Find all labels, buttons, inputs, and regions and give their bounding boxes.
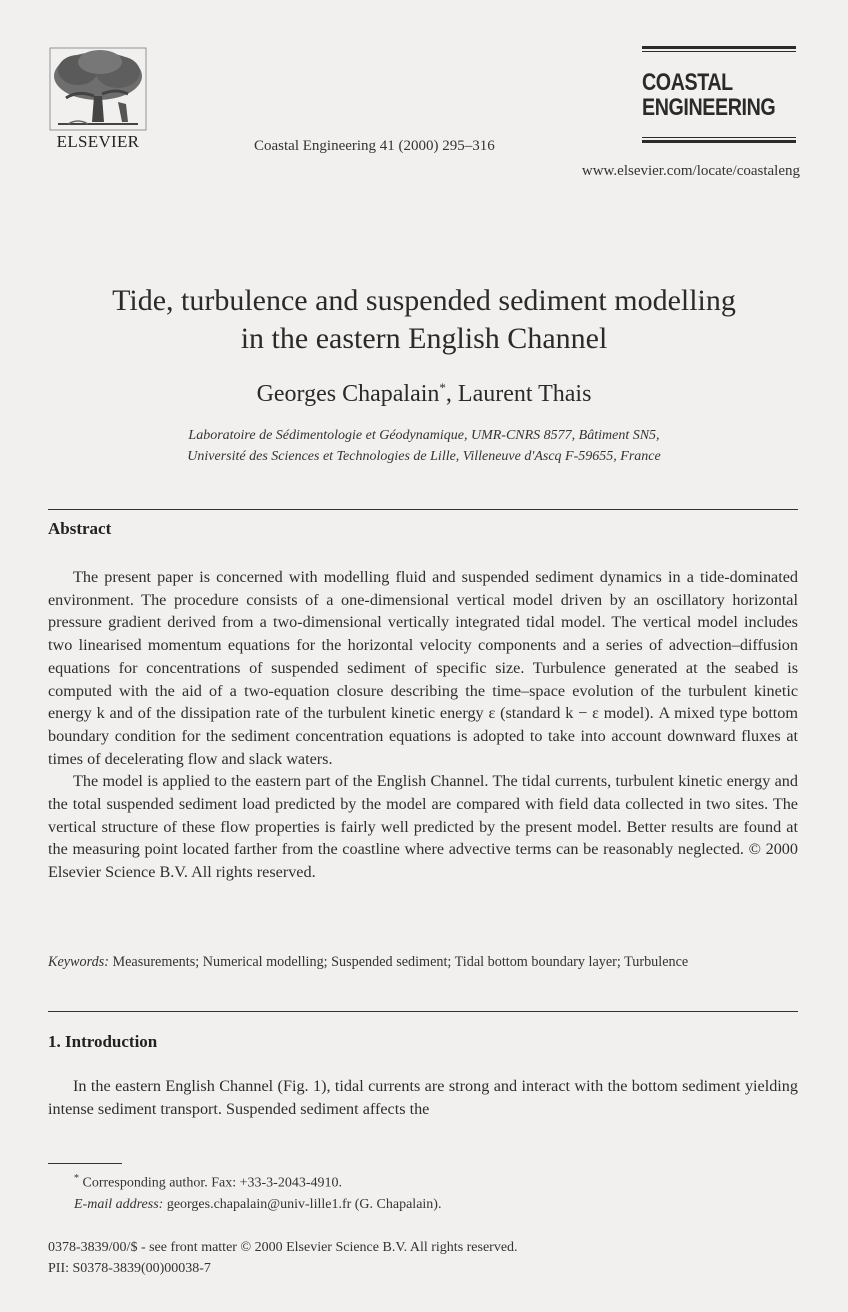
- journal-masthead: [642, 46, 796, 145]
- pii-line: PII: S0378-3839(00)00038-7: [48, 1261, 211, 1276]
- author-name: Laurent Thais: [457, 381, 592, 407]
- author-list: Georges Chapalain*, Laurent Thais: [256, 380, 592, 407]
- abstract-body: [48, 566, 798, 884]
- author-affiliation: Laboratoire de Sédimentologie et Géodynamique, UMR-CNRS 8577, Bâtiment SN5, Université des Sciences et Technologies de Lille, Villeneuve d'Ascq F-59655, France: [187, 428, 661, 464]
- masthead-top-rule: [642, 46, 796, 49]
- footnote-mark: *: [74, 1173, 79, 1184]
- journal-url[interactable]: www.elsevier.com/locate/coastaleng: [581, 163, 800, 179]
- elsevier-tree-logo: [48, 46, 148, 132]
- abstract-paragraph: The present paper is concerned with modelling fluid and suspended sediment dynamics in a tide-dominated environment. The procedure consists of a one-dimensional vertical model driven by an oscillatory horizontal pressure gradient derived from a two-dimensional vertically integrated tidal model. The vertical model includes two linearised momentum equations for the horizontal velocity components and a series of advection–diffusion equations for concentrations of suspended sediment of specific size. Turbulence generated at the seabed is computed with the aid of a two-equation closure describing the time–space evolution of the turbulent kinetic energy k and of the dissipation rate of the turbulent kinetic energy ε (standard k − ε model). A mixed type bottom boundary condition for the sediment concentration equations is adopted to take into account downward fluxes at times of decelerating flow and slack waters.: [48, 568, 798, 768]
- keywords: [48, 952, 798, 972]
- journal-title: COASTAL ENGINEERING: [642, 69, 776, 121]
- copyright-line: 0378-3839/00/$ - see front matter © 2000 Elsevier Science B.V. All rights reserved.: [48, 1240, 518, 1255]
- abstract-heading: Abstract: [48, 519, 112, 538]
- corresponding-author-mark: *: [439, 380, 446, 395]
- publisher-name: ELSEVIER: [56, 132, 140, 151]
- masthead-top-rule-thin: [642, 51, 796, 52]
- publisher-logo: [48, 46, 148, 154]
- keywords-text: Measurements; Numerical modelling; Suspended sediment; Tidal bottom boundary layer; Turbulence: [108, 954, 689, 970]
- corresponding-author-fax: Corresponding author. Fax: +33-3-2043-4910.: [79, 1175, 342, 1191]
- footnote-rule: [48, 1163, 122, 1164]
- introduction-body: [48, 1075, 798, 1120]
- introduction-heading: 1. Introduction: [48, 1032, 158, 1051]
- masthead-bottom-rule: [642, 140, 796, 143]
- divider: [48, 1011, 798, 1012]
- abstract-paragraph: The model is applied to the eastern part of the English Channel. The tidal currents, turbulent kinetic energy and the total suspended sediment load predicted by the model are compared with field data collected in two sites. The vertical structure of these flow properties is fairly well predicted by the present model. Better results are found at the measuring point located farther from the coastline where advective terms can be reasonably neglected. © 2000 Elsevier Science B.V. All rights reserved.: [48, 772, 798, 882]
- introduction-paragraph: In the eastern English Channel (Fig. 1), tidal currents are strong and interact with the bottom sediment yielding intense sediment transport. Suspended sediment affects the: [48, 1077, 798, 1118]
- front-matter: [48, 1237, 518, 1279]
- email-address[interactable]: georges.chapalain@univ-lille1.fr (G. Chapalain).: [163, 1196, 442, 1212]
- email-label: E-mail address:: [74, 1196, 164, 1212]
- keywords-label: Keywords:: [48, 954, 109, 970]
- footnote: [48, 1168, 441, 1215]
- journal-citation: Coastal Engineering 41 (2000) 295–316: [254, 138, 495, 154]
- paper-title: Tide, turbulence and suspended sediment modelling in the eastern English Channel: [112, 284, 736, 355]
- masthead-bottom-rule-thin: [642, 137, 796, 138]
- divider: [48, 509, 798, 510]
- author-name: Georges Chapalain: [256, 381, 440, 407]
